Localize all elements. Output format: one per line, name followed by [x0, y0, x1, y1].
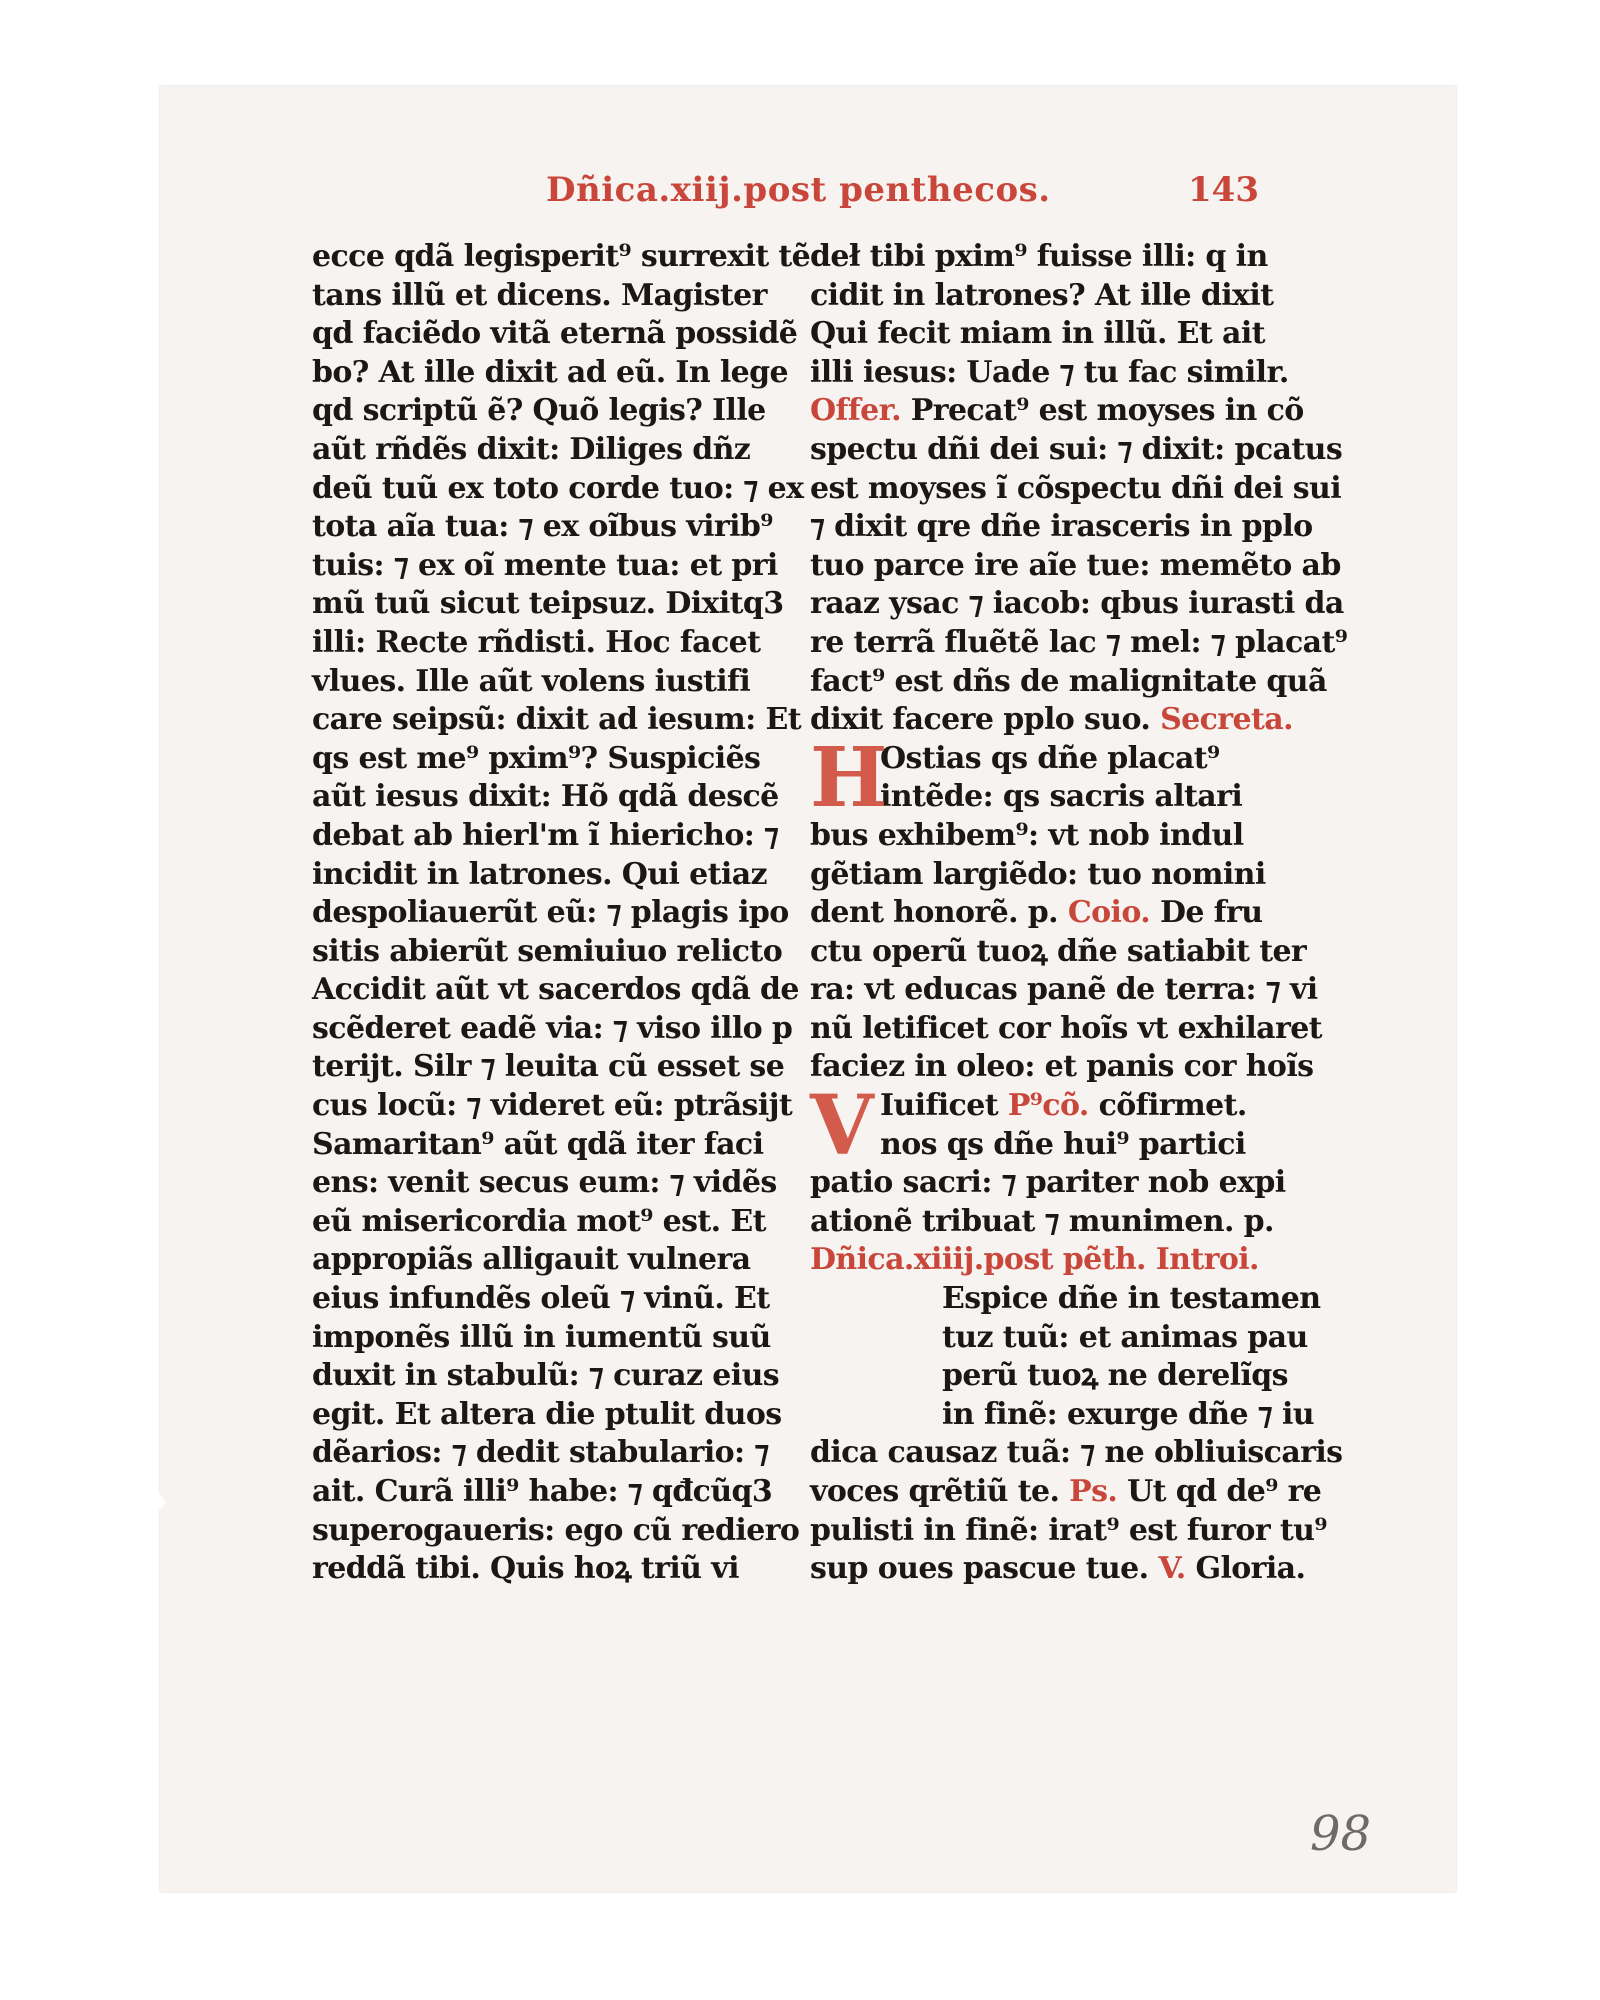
text-line: Samaritan⁹ aũt qdã iter faci	[312, 1126, 764, 1162]
text-line: deł tibi pxim⁹ fuisse illi: q in	[810, 239, 1268, 274]
postcommunion-line	[810, 1087, 1295, 1126]
offertory-text: Precat⁹ est moyses in cõ	[900, 393, 1304, 429]
text-line: faciez in oleo: et panis cor hoĩs	[810, 1049, 1314, 1085]
rubricated-initial-v: V	[810, 1078, 874, 1174]
text-line: nũ letificet cor hoĩs vt exhilaret	[810, 1010, 1322, 1046]
text-line: spectu dñi dei sui: ⁊ dixit: pcatus	[810, 431, 1343, 467]
text-line: care seipsũ: dixit ad iesum: Et	[312, 702, 801, 738]
text-line: duxit in stabulũ: ⁊ curaz eius	[312, 1358, 780, 1394]
text-line: incidit in latrones. Qui etiaz	[312, 856, 767, 892]
text-line: perũ tuoꝝ ne derelĩqs	[942, 1358, 1288, 1394]
text-line: tuo parce ire aĩe tue: memẽto ab	[810, 547, 1341, 583]
text-line: ecce qdã legisperit⁹ surrexit tẽ	[312, 239, 811, 274]
text-line: terijt. Silr ⁊ leuita cũ esset se	[312, 1049, 785, 1085]
postcommunion-rubric: P⁹cõ.	[1007, 1088, 1089, 1124]
text-line: intẽde: qs sacris altari	[880, 779, 1243, 815]
secreta-line-text: dixit facere pplo suo.	[810, 702, 1161, 738]
postcommunion-line-end: cõfirmet.	[1088, 1088, 1247, 1124]
gloria-line	[810, 1550, 1306, 1589]
text-line: nos qs dñe hui⁹ partici	[880, 1126, 1246, 1162]
text-line: raaz ysac ⁊ iacob: qbus iurasti da	[810, 586, 1344, 622]
text-line: tota aĩa tua: ⁊ ex oĩbus virib⁹	[312, 509, 773, 545]
text-line: tuz tuũ: et animas pau	[942, 1319, 1308, 1355]
text-line: ctu operũ tuoꝝ dñe satiabit ter	[810, 933, 1307, 969]
communion-line	[810, 894, 1295, 933]
text-line: aũt rñdẽs dixit: Diliges dñz	[312, 431, 751, 467]
psalm-line-start: voces qrẽtiũ te.	[810, 1474, 1070, 1509]
text-line: eũ misericordia mot⁹ est. Et	[312, 1203, 766, 1239]
text-line: qs est me⁹ pxim⁹? Suspiciẽs	[312, 740, 761, 776]
rubricated-initial-h: H	[810, 730, 888, 826]
text-line: Ostias qs dñe placat⁹	[880, 740, 1220, 776]
text-line: re terrã fluẽtẽ lac ⁊ mel: ⁊ placat⁹	[810, 624, 1348, 660]
text-line: cus locũ: ⁊ videret eũ: ptrãsijt	[312, 1088, 793, 1124]
text-line: tans illũ et dicens. Magister	[312, 277, 767, 313]
text-line: mũ tuũ sicut teipsuz. Dixitq3	[312, 586, 784, 622]
psalm-line	[810, 1473, 1322, 1512]
text-line: Qui fecit miam in illũ. Et ait	[810, 316, 1265, 352]
communion-rubric: Coio.	[1067, 895, 1151, 931]
text-line: superogaueris: ego cũ rediero	[312, 1512, 800, 1548]
text-line: gẽtiam largiẽdo: tuo nomini	[810, 856, 1266, 892]
text-line: appropiãs alligauit vulnera	[312, 1242, 751, 1278]
text-line: cidit in latrones? At ille dixit	[810, 277, 1274, 313]
communion-line-start: dent honorẽ. p.	[810, 895, 1068, 931]
gloria-line-start: sup oues pascue tue.	[810, 1551, 1159, 1587]
text-line: vlues. Ille aũt volens iustifi	[312, 663, 751, 699]
text-line: eius infundẽs oleũ ⁊ vinũ. Et	[312, 1281, 770, 1317]
text-line: ait. Curã illi⁹ habe: ⁊ qđcũq3	[312, 1474, 773, 1509]
text-line: bo? At ille dixit ad eũ. In lege	[312, 354, 789, 390]
text-line: Accidit aũt vt sacerdos qdã de	[312, 972, 799, 1008]
text-line: reddã tibi. Quis hoꝝ triũ vi	[312, 1551, 739, 1587]
text-line: illi iesus: Uade ⁊ tu fac similr.	[810, 354, 1289, 390]
text-line: tuis: ⁊ ex oĩ mente tua: et pri	[312, 547, 778, 583]
offertory-line	[810, 392, 1304, 431]
text-line: deũ tuũ ex toto corde tuo: ⁊ ex	[312, 470, 804, 506]
text-line: Espice dñe in testamen	[942, 1281, 1321, 1317]
text-line: aũt iesus dixit: Hõ qdã descẽ	[312, 779, 779, 815]
printed-folio-number: 143	[1188, 170, 1259, 210]
communion-line-end: De fru	[1150, 895, 1263, 931]
leaf-edge-notch	[152, 1484, 166, 1520]
offertory-rubric: Offer.	[810, 393, 901, 429]
text-line: ⁊ dixit qre dñe irasceris in pplo	[810, 509, 1313, 545]
text-line: imponẽs illũ in iumentũ suũ	[312, 1319, 771, 1355]
manuscript-folio-number: 98	[1310, 1806, 1372, 1862]
incunable-leaf	[160, 86, 1456, 1892]
text-line: qd scriptũ ẽ? Quõ legis? Ille	[312, 393, 766, 429]
text-line: sitis abierũt semiuiuo relicto	[312, 933, 783, 969]
psalm-line-end: Ut qd de⁹ re	[1117, 1474, 1322, 1509]
versicle-rubric: V.	[1158, 1551, 1186, 1587]
text-line: ra: vt educas panẽ de terra: ⁊ vi	[810, 972, 1318, 1008]
text-line: fact⁹ est dñs de malignitate quã	[810, 663, 1327, 699]
text-line: qd faciẽdo vitã eternã possidẽ	[312, 316, 798, 352]
psalm-rubric: Ps.	[1069, 1474, 1118, 1509]
text-line: ens: venit secus eum: ⁊ vidẽs	[312, 1165, 777, 1201]
page-header	[160, 170, 1456, 210]
text-line: patio sacri: ⁊ pariter nob expi	[810, 1165, 1286, 1201]
left-text-column	[312, 238, 811, 1589]
next-sunday-heading: Dñica.xiiij.post pẽth. Introi.	[810, 1242, 1259, 1278]
postcommunion-line-start: Iuificet	[880, 1088, 1008, 1124]
text-line: bus exhibem⁹: vt nob indul	[810, 817, 1244, 853]
text-line: illi: Recte rñdisti. Hoc facet	[312, 624, 761, 660]
text-line: est moyses ĩ cõspectu dñi dei sui	[810, 470, 1342, 506]
text-line: scẽderet eadẽ via: ⁊ viso illo p	[312, 1010, 793, 1046]
gloria-line-end: Gloria.	[1185, 1551, 1306, 1587]
text-line: pulisti in finẽ: irat⁹ est furor tu⁹	[810, 1512, 1327, 1548]
text-line: egit. Et altera die ptulit duos	[312, 1396, 782, 1432]
text-line: dẽarios: ⁊ dedit stabulario: ⁊	[312, 1435, 769, 1471]
text-line: ationẽ tribuat ⁊ munimen. p.	[810, 1203, 1274, 1239]
text-line: in finẽ: exurge dñe ⁊ iu	[942, 1396, 1314, 1432]
right-text-column	[810, 238, 1348, 1589]
text-line: debat ab hierl'm ĩ hiericho: ⁊	[312, 817, 779, 853]
running-title: Dñica.xiij.post penthecos.	[546, 170, 1051, 210]
secreta-rubric: Secreta.	[1160, 702, 1293, 738]
text-line: despoliauerũt eũ: ⁊ plagis ipo	[312, 895, 789, 931]
text-line: dica causaz tuã: ⁊ ne obliuiscaris	[810, 1435, 1343, 1471]
